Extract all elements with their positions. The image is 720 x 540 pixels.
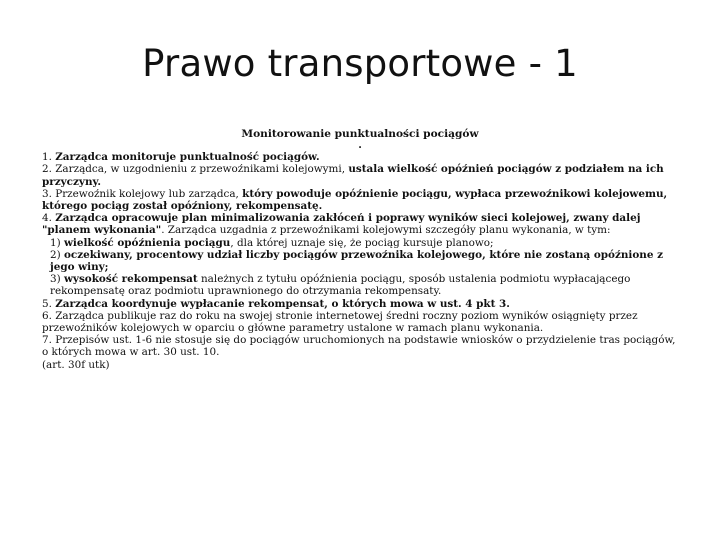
text: , dla której uznaje się, że pociąg kursuje planowo; [230, 236, 494, 249]
paragraph-item [42, 212, 678, 236]
text: 2. Zarządca, w uzgodnieniu z przewoźnikami kolejowymi, [42, 163, 349, 176]
bold-text: który powoduje opóźnienie pociągu, wypłaca przewoźnikowi kolejowemu, którego pociąg został opóźniony, rekompensatę. [42, 187, 668, 213]
bold-text: oczekiwany, procentowy udział liczby pociągów przewoźnika kolejowego, które nie zostaną opóźnione z jego winy; [50, 248, 663, 274]
heading-dot: . [358, 139, 362, 152]
bold-text: wysokość rekompensat [63, 273, 198, 286]
text: 4. [42, 212, 56, 225]
slide-body [42, 128, 678, 371]
paragraph-item [42, 359, 678, 371]
text: 6. Zarządca publikuje raz do roku na swojej stronie internetowej średni roczny poziom wyników osiągnięty przez przewoźników kolejowych w oparciu o główne parametry ustalone w ramach planu wykonania. [42, 309, 638, 335]
paragraph-item [42, 188, 678, 212]
text: 3. Przewoźnik kolejowy lub zarządca, [42, 187, 243, 200]
bold-text: Zarządca opracowuje plan minimalizowania zakłóceń i poprawy wyników sieci kolejowej, zwany dalej "planem wykonania" [42, 212, 641, 237]
text: należnych z tytułu opóźnienia pociągu, sposób ustalenia podmiotu wypłacającego rekompensatę oraz podmiotu uprawnionego do otrzymania rekompensaty. [50, 273, 631, 298]
paragraph-item [42, 163, 678, 187]
section-heading: Monitorowanie punktualności pociągów [241, 128, 479, 140]
paragraph-item [42, 151, 678, 163]
paragraph-item [42, 310, 678, 334]
text: 1. [42, 151, 56, 164]
bold-text: Zarządca monitoruje punktualność pociągów. [55, 151, 320, 164]
paragraph-item [42, 298, 678, 310]
text: 7. Przepisów ust. 1-6 nie stosuje się do pociągów uruchomionych na podstawie wniosków o przydzielenie tras pociągów, o których mowa w art. 30 ust. 10. [42, 334, 676, 359]
text: 5. [42, 297, 56, 310]
text: . Zarządca uzgadnia z przewoźnikami kolejowymi szczegóły planu wykonania, w tym: [161, 224, 611, 237]
bold-text: Zarządca koordynuje wypłacanie rekompensat, o których mowa w ust. 4 pkt 3. [55, 297, 510, 310]
text: (art. 30f utk) [42, 358, 110, 371]
text: 3) [50, 273, 64, 286]
text: 1) [50, 236, 64, 249]
sub-item [42, 249, 678, 273]
text: 2) [50, 248, 64, 261]
bold-text: ustala wielkość opóźnień pociągów z podziałem na ich przyczyny. [42, 163, 664, 188]
slide-title: Prawo transportowe - 1 [142, 42, 578, 85]
sub-item [42, 237, 678, 249]
sub-item [42, 273, 678, 297]
paragraph-list [42, 151, 678, 371]
bold-text: wielkość opóźnienia pociągu [63, 236, 231, 249]
paragraph-item [42, 334, 678, 358]
